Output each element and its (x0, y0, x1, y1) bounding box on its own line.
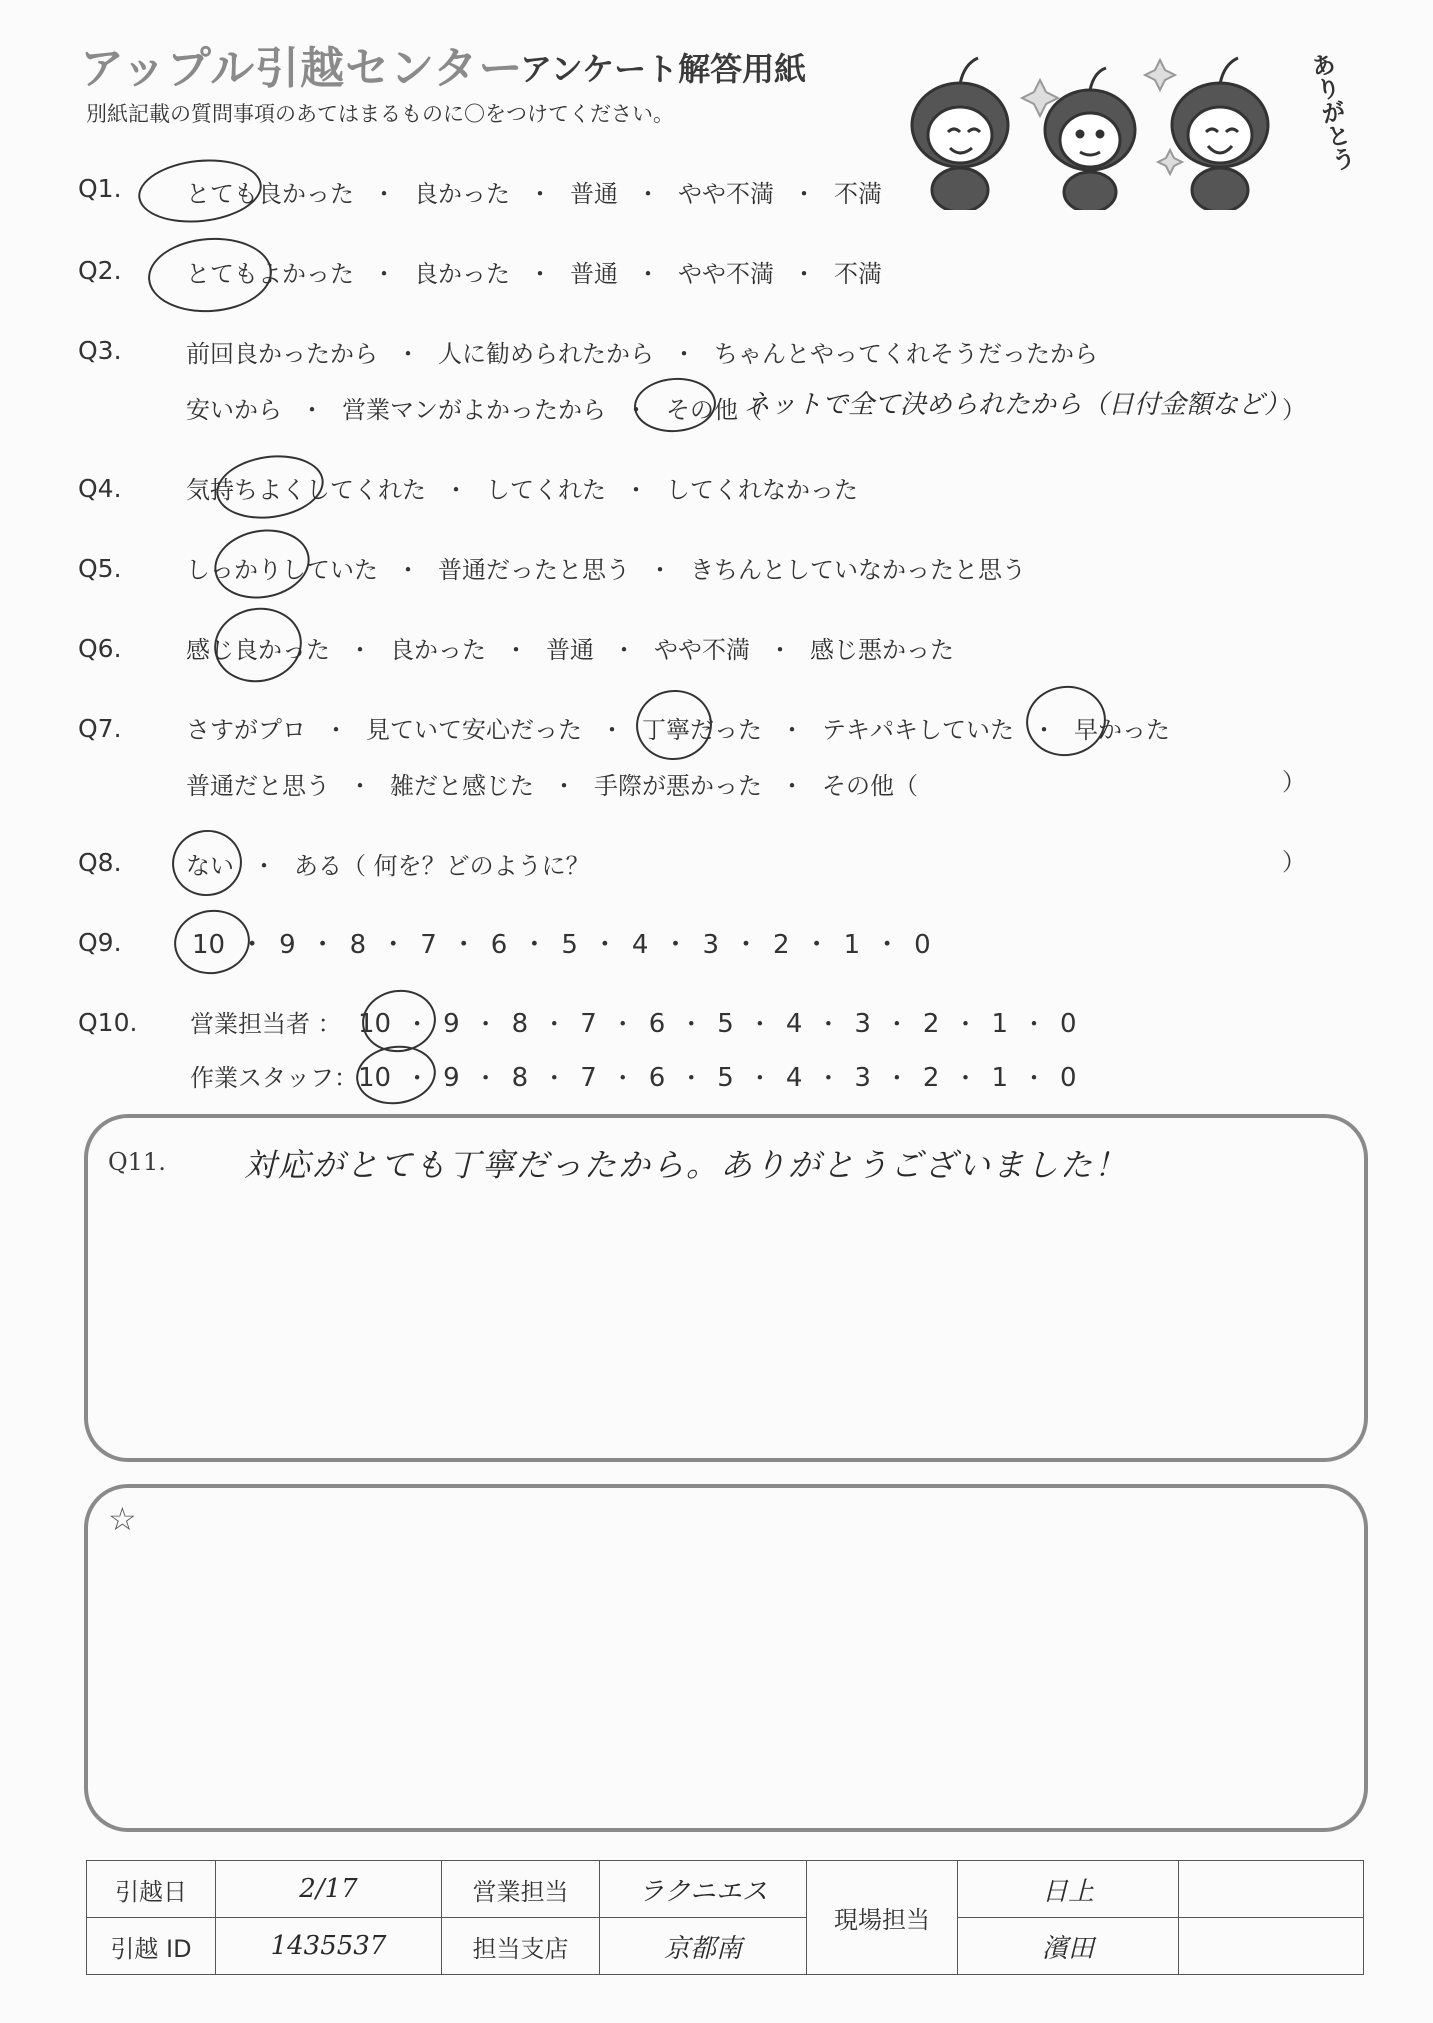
company-name: アップル引越センター (80, 43, 524, 94)
q9-option[interactable]: 0 (914, 930, 931, 960)
q9-option[interactable]: 3 (702, 930, 720, 960)
q4-option[interactable]: 気持ちよくしてくれた (186, 476, 426, 504)
q3-options-line2: 安いから ・ 営業マンがよかったから ・ その他（ (186, 390, 762, 425)
q9-option[interactable]: 8 (349, 930, 367, 960)
q8-option[interactable]: ある（ 何を？どのように？ (294, 852, 590, 880)
q10-option[interactable]: 8 (511, 1009, 529, 1039)
q10-option[interactable]: 10 (358, 1063, 392, 1093)
form-subtitle: アンケート解答用紙 (520, 50, 807, 88)
q4-option[interactable]: してくれなかった (666, 476, 858, 504)
q6-option[interactable]: やや不満 (654, 636, 750, 664)
q7-option[interactable]: 早かった (1074, 716, 1170, 744)
q7-option[interactable]: 丁寧だった (642, 716, 762, 744)
q1-option[interactable]: 普通 (570, 180, 618, 208)
q6-answer-circle (208, 601, 308, 689)
mascot-thanks-text: ありがとう (1304, 50, 1358, 174)
q10-option[interactable]: 2 (922, 1063, 940, 1093)
q6-option[interactable]: 良かった (390, 636, 486, 664)
q9-scale: 10 ・ 9 ・ 8 ・ 7 ・ 6 ・ 5 ・ 4 ・ 3 ・ 2 ・ 1 ・ 0 (192, 930, 931, 960)
q10-option[interactable]: 5 (717, 1009, 734, 1039)
q7-option[interactable]: 手際が悪かった (594, 772, 762, 800)
q7-option[interactable]: 見ていて安心だった (366, 716, 582, 744)
site-staff-value-1: 日上 (958, 1861, 1179, 1918)
q10-option[interactable]: 10 (358, 1009, 392, 1039)
q5-option[interactable]: きちんとしていなかったと思う (690, 556, 1026, 584)
q10-row-label: 営業担当者 ： (190, 1010, 342, 1038)
mascot-right (1172, 58, 1268, 210)
q3-label: Q3. (78, 336, 122, 365)
q1-options: とても良かった ・ 良かった ・ 普通 ・ やや不満 ・ 不満 (186, 174, 882, 209)
move-id-value: 1435537 (216, 1918, 442, 1975)
q8-close-paren: ） (1282, 848, 1306, 876)
q2-answer-circle (146, 234, 275, 316)
q5-options: しっかりしていた ・ 普通だったと思う ・ きちんとしていなかったと思う (186, 550, 1026, 585)
q10-option[interactable]: 0 (1060, 1009, 1077, 1039)
q4-label: Q4. (78, 474, 122, 503)
q7-answer-circle (1022, 681, 1111, 761)
q9-option[interactable]: 9 (279, 930, 296, 960)
q3-answer-circle (632, 375, 718, 435)
q5-answer-circle (209, 522, 315, 606)
q1-answer-circle (135, 154, 265, 229)
q2-option[interactable]: 不満 (834, 260, 882, 288)
q7-options-line1: さすがプロ ・ 見ていて安心だった ・ 丁寧だった ・ テキパキしていた ・ 早かった (186, 710, 1170, 745)
q7-option[interactable]: 普通だと思う (186, 772, 330, 800)
q10-option[interactable]: 9 (443, 1063, 460, 1093)
branch-value: 京都南 (600, 1918, 807, 1975)
q3-option[interactable]: 営業マンがよかったから (342, 396, 606, 424)
instruction-text: 別紙記載の質問事項のあてはまるものに〇をつけてください。 (86, 102, 674, 126)
free-comment-box (84, 1484, 1368, 1832)
q10-row-sales: 営業担当者 ： 10 ・ 9 ・ 8 ・ 7 ・ 6 ・ 5 ・ 4 ・ 3 ・ 2 ・ 1 ・ 0 (190, 1004, 1077, 1039)
q9-option[interactable]: 6 (490, 930, 508, 960)
q4-options: 気持ちよくしてくれた ・ してくれた ・ してくれなかった (186, 470, 858, 505)
q6-option[interactable]: 感じ悪かった (810, 636, 954, 664)
q7-option[interactable]: さすがプロ (186, 716, 306, 744)
mascot-middle (1045, 68, 1135, 210)
q10-option[interactable]: 6 (648, 1009, 666, 1039)
q8-label: Q8. (78, 848, 122, 877)
q3-other-answer: ネットで全て決められたから（日付金額など） (744, 390, 1291, 420)
q10-option[interactable]: 3 (854, 1009, 871, 1039)
q3-option[interactable]: その他（ (666, 396, 762, 424)
q10-option[interactable]: 4 (785, 1009, 803, 1039)
q7-options-line2: 普通だと思う ・ 雑だと感じた ・ 手際が悪かった ・ その他（ (186, 766, 918, 801)
q10-option[interactable]: 1 (991, 1063, 1009, 1093)
q6-option[interactable]: 感じ良かった (186, 636, 330, 664)
q7-option[interactable]: その他（ (822, 772, 918, 800)
q2-option[interactable]: 普通 (570, 260, 618, 288)
mascot-left (912, 58, 1008, 210)
sales-rep-label: 営業担当 (442, 1861, 600, 1918)
q10-option[interactable]: 7 (580, 1009, 597, 1039)
q9-option[interactable]: 10 (192, 930, 226, 960)
q3-options-line1: 前回良かったから ・ 人に勧められたから ・ ちゃんとやってくれそうだったから (186, 334, 1098, 369)
star-icon: ☆ (108, 1500, 137, 1538)
q10-option[interactable]: 6 (648, 1063, 666, 1093)
q3-close-paren: ） (1282, 396, 1306, 424)
q2-option[interactable]: やや不満 (678, 260, 774, 288)
q9-option[interactable]: 7 (420, 930, 437, 960)
q8-option[interactable]: ない (186, 852, 234, 880)
q2-label: Q2. (78, 256, 122, 285)
q7-label: Q7. (78, 714, 122, 743)
q6-option[interactable]: 普通 (546, 636, 594, 664)
q9-label: Q9. (78, 928, 122, 957)
site-staff-empty-2 (1179, 1918, 1364, 1975)
q5-label: Q5. (78, 554, 122, 583)
q10-option[interactable]: 7 (580, 1063, 597, 1093)
move-date-value: 2/17 (216, 1861, 442, 1918)
site-staff-empty-1 (1179, 1861, 1364, 1918)
site-staff-label: 現場担当 (807, 1861, 958, 1975)
q11-label: Q11. (108, 1148, 166, 1176)
q4-option[interactable]: してくれた (486, 476, 606, 504)
q5-option[interactable]: しっかりしていた (186, 556, 378, 584)
q11-answer-text: 対応がとても丁寧だったから。ありがとうございました！ (244, 1146, 1129, 1184)
q3-option[interactable]: ちゃんとやってくれそうだったから (714, 340, 1098, 368)
q10-option[interactable]: 2 (922, 1009, 940, 1039)
q10-row-label: 作業スタッフ： (190, 1064, 358, 1092)
q1-option[interactable]: とても良かった (186, 180, 354, 208)
q1-option[interactable]: 良かった (414, 180, 510, 208)
q5-option[interactable]: 普通だったと思う (438, 556, 630, 584)
q3-option[interactable]: 前回良かったから (186, 340, 378, 368)
q4-answer-circle (212, 449, 328, 525)
q2-option[interactable]: とてもよかった (186, 260, 354, 288)
move-date-label: 引越日 (87, 1861, 216, 1918)
q9-option[interactable]: 2 (773, 930, 790, 960)
q8-options: ない ・ ある（ 何を？どのように？ (186, 846, 590, 881)
q10-label: Q10. (78, 1008, 138, 1037)
q7-close-paren: ） (1282, 768, 1306, 796)
q10-row-staff: 作業スタッフ： 10 ・ 9 ・ 8 ・ 7 ・ 6 ・ 5 ・ 4 ・ 3 ・ 2 ・ 1 ・ 0 (190, 1058, 1077, 1093)
sales-rep-value: ラクニエス (600, 1861, 807, 1918)
q10-option[interactable]: 5 (717, 1063, 734, 1093)
q7-answer-circle (631, 685, 716, 765)
q10-option[interactable]: 8 (511, 1063, 529, 1093)
q7-option[interactable]: テキパキしていた (822, 716, 1014, 744)
q10-option[interactable]: 0 (1060, 1063, 1077, 1093)
q9-option[interactable]: 5 (561, 930, 578, 960)
q2-option[interactable]: 良かった (414, 260, 510, 288)
mascot-illustration (890, 40, 1350, 210)
move-id-label: 引越 ID (87, 1918, 216, 1975)
q10-option[interactable]: 3 (854, 1063, 871, 1093)
q10-staff-answer-circle (352, 1041, 439, 1110)
q10-option[interactable]: 1 (991, 1009, 1009, 1039)
site-staff-value-2: 濱田 (958, 1918, 1179, 1975)
q9-option[interactable]: 4 (631, 930, 649, 960)
branch-label: 担当支店 (442, 1918, 600, 1975)
q9-option[interactable]: 1 (843, 930, 861, 960)
q6-label: Q6. (78, 634, 122, 663)
q1-option[interactable]: 不満 (834, 180, 882, 208)
q1-option[interactable]: やや不満 (678, 180, 774, 208)
q7-option[interactable]: 雑だと感じた (390, 772, 534, 800)
move-info-table (86, 1860, 1364, 1975)
q3-option[interactable]: 人に勧められたから (438, 340, 654, 368)
q2-options: とてもよかった ・ 良かった ・ 普通 ・ やや不満 ・ 不満 (186, 254, 882, 289)
q6-options: 感じ良かった ・ 良かった ・ 普通 ・ やや不満 ・ 感じ悪かった (186, 630, 954, 665)
q8-answer-circle (167, 824, 247, 901)
q10-option[interactable]: 9 (443, 1009, 460, 1039)
q9-answer-circle (170, 905, 254, 979)
q3-option[interactable]: 安いから (186, 396, 282, 424)
q1-label: Q1. (78, 174, 122, 203)
q10-option[interactable]: 4 (785, 1063, 803, 1093)
